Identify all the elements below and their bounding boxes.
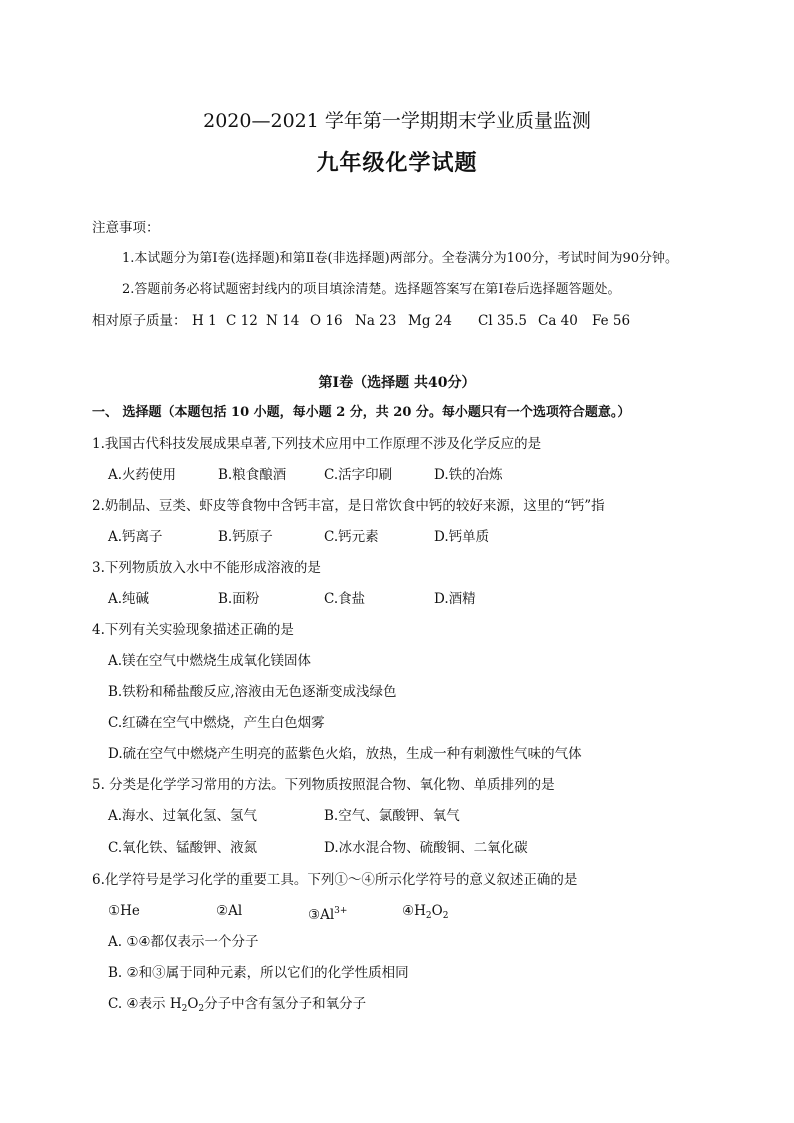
question-1-option-a: A.火药使用 [108,467,177,483]
symbol-4-h: ④H [402,903,426,919]
question-6-symbol-3 [308,901,347,925]
exam-subtitle: 九年级化学试题 [316,150,478,176]
option-c-sub-1: 2 [181,1004,188,1014]
atomic-mass-label: 相对原子质量： [92,313,187,329]
question-3-option-a: A.纯碱 [108,591,150,607]
question-6-option-a: A. ①④都仅表示一个分子 [108,934,259,950]
question-2-option-a: A.钙离子 [108,529,163,545]
question-2-option-b: B.钙原子 [218,529,273,545]
atomic-mass-item: N 14 [266,313,300,329]
option-c-suffix: 分子中含有氢分子和氧分子 [204,996,367,1012]
question-4-option-c: C.红磷在空气中燃烧，产生白色烟雾 [108,715,325,731]
question-4-option-b: B.铁粉和稀盐酸反应,溶液由无色逐渐变成浅绿色 [108,684,397,700]
question-1-option-b: B.粮食酿酒 [218,467,287,483]
section-1-instruction: 一、 选择题（本题包括 10 小题，每小题 2 分，共 20 分。每小题只有一个选项符合题意。） [92,405,631,420]
question-5-stem: 5. 分类是化学学习常用的方法。下列物质按照混合物、氧化物、单质排列的是 [92,777,555,793]
question-5-option-b: B.空气、氯酸钾、氧气 [324,808,460,824]
atomic-mass-item: Na 23 [355,313,397,329]
question-6-symbol-2: ②Al [216,903,243,919]
symbol-4-o: O [431,903,443,919]
question-4-option-a: A.镁在空气中燃烧生成氧化镁固体 [108,653,312,669]
question-5-option-d: D.冰水混合物、硫酸铜、二氧化碳 [324,840,528,856]
question-6-option-b: B. ②和③属于同种元素，所以它们的化学性质相同 [108,965,409,981]
question-6-symbol-4 [402,901,448,926]
question-4-option-d: D.硫在空气中燃烧产生明亮的蓝紫色火焰，放热，生成一种有刺激性气味的气体 [108,746,582,762]
atomic-mass-item: O 16 [310,313,343,329]
question-3-option-d: D.酒精 [434,591,476,607]
symbol-4-sub-1: 2 [425,911,432,921]
question-2-stem: 2.奶制品、豆类、虾皮等食物中含钙丰富，是日常饮食中钙的较好来源，这里的“钙”指 [92,498,605,514]
question-1-option-d: D.铁的冶炼 [434,467,503,483]
symbol-3-base: ③Al [308,907,335,923]
atomic-mass-item: Cl 35.5 [478,313,527,329]
atomic-mass-item: Fe 56 [592,313,631,329]
symbol-3-charge: 3+ [334,906,348,916]
question-5-option-c: C.氧化铁、锰酸钾、液氮 [108,840,258,856]
question-1-option-c: C.活字印刷 [324,467,393,483]
question-2-option-c: C.钙元素 [324,529,379,545]
option-c-prefix: C. ④表示 H [108,996,182,1012]
question-4-stem: 4.下列有关实验现象描述正确的是 [92,622,294,638]
atomic-mass-item: C 12 [226,313,258,329]
question-6-symbol-1: ①He [108,903,140,919]
question-6-option-c [108,994,366,1019]
question-2-option-d: D.钙单质 [434,529,490,545]
question-3-stem: 3.下列物质放入水中不能形成溶液的是 [92,560,321,576]
notice-item-2: 2.答题前务必将试题密封线内的项目填涂清楚。选择题答案写在第Ⅰ卷后选择题答题处。 [122,282,621,297]
question-1-stem: 1.我国古代科技发展成果卓著,下列技术应用中工作原理不涉及化学反应的是 [92,436,542,452]
option-c-o: O [187,996,199,1012]
option-c-sub-2: 2 [198,1004,205,1014]
atomic-mass-row [92,311,631,331]
question-3-option-c: C.食盐 [324,591,366,607]
notice-label: 注意事项： [92,220,160,236]
question-5-option-a: A.海水、过氧化氢、氢气 [108,808,258,824]
exam-title: 2020—2021 学年第一学期期末学业质量监测 [203,110,591,132]
section-1-title: 第Ⅰ卷（选择题 共40分） [318,375,476,391]
question-3-option-b: B.面粉 [218,591,260,607]
symbol-4-sub-2: 2 [442,911,449,921]
atomic-mass-item: H 1 [192,313,217,329]
question-6-stem: 6.化学符号是学习化学的重要工具。下列①～④所示化学符号的意义叙述正确的是 [92,872,578,888]
atomic-mass-item: Ca 40 [538,313,578,329]
notice-item-1: 1.本试题分为第Ⅰ卷(选择题)和第Ⅱ卷(非选择题)两部分。全卷满分为100分，考试时间为90分钟。 [122,251,679,266]
atomic-mass-item: Mg 24 [408,313,452,329]
